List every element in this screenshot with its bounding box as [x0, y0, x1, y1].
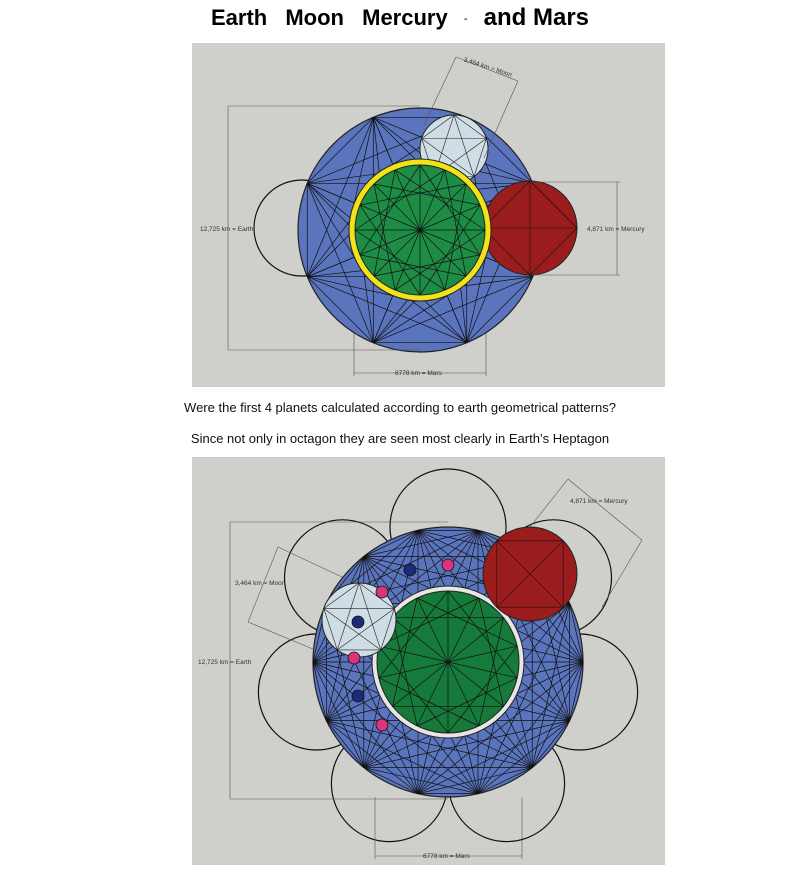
moon-dimension-label: 3,464 km = Moon: [235, 580, 286, 587]
marker-dot: [442, 559, 454, 571]
earth-dimension-label: 12,725 km = Earth: [198, 659, 252, 666]
title-moon: Moon: [285, 5, 344, 30]
marker-dot: [348, 652, 360, 664]
marker-dot: [352, 616, 364, 628]
page-title: [0, 4, 800, 32]
mars-dimension-label: 6778 km = Mars: [423, 853, 470, 860]
mars-dimension-label: 6778 km = Mars: [395, 370, 442, 377]
marker-dot: [376, 586, 388, 598]
earth-dimension-label: 12,725 km = Earth: [200, 226, 254, 233]
mercury-dimension-label: 4,871 km = Mercury: [587, 226, 645, 233]
green-star-lines: [355, 165, 485, 295]
marker-dot: [376, 719, 388, 731]
title-earth: Earth: [210, 5, 268, 30]
title-mercury: Mercury: [362, 5, 448, 30]
octagon-diagram: [192, 43, 665, 387]
title-and-mars: and Mars: [483, 4, 590, 31]
marker-dot: [352, 690, 364, 702]
marker-dot: [404, 564, 416, 576]
heptagon-diagram: [192, 457, 665, 865]
octagon-diagram-panel: [192, 43, 665, 387]
moon-dimension-label: 3,464 km = Moon: [462, 56, 513, 79]
title-dash: -: [463, 13, 468, 25]
caption-heptagon: Since not only in octagon they are seen most clearly in Earth’s Heptagon: [190, 431, 610, 446]
heptagon-diagram-panel: [192, 457, 665, 865]
mercury-dimension-label: 4,871 km = Mercury: [570, 498, 628, 505]
caption-question: Were the first 4 planets calculated according to earth geometrical patterns?: [184, 400, 616, 415]
